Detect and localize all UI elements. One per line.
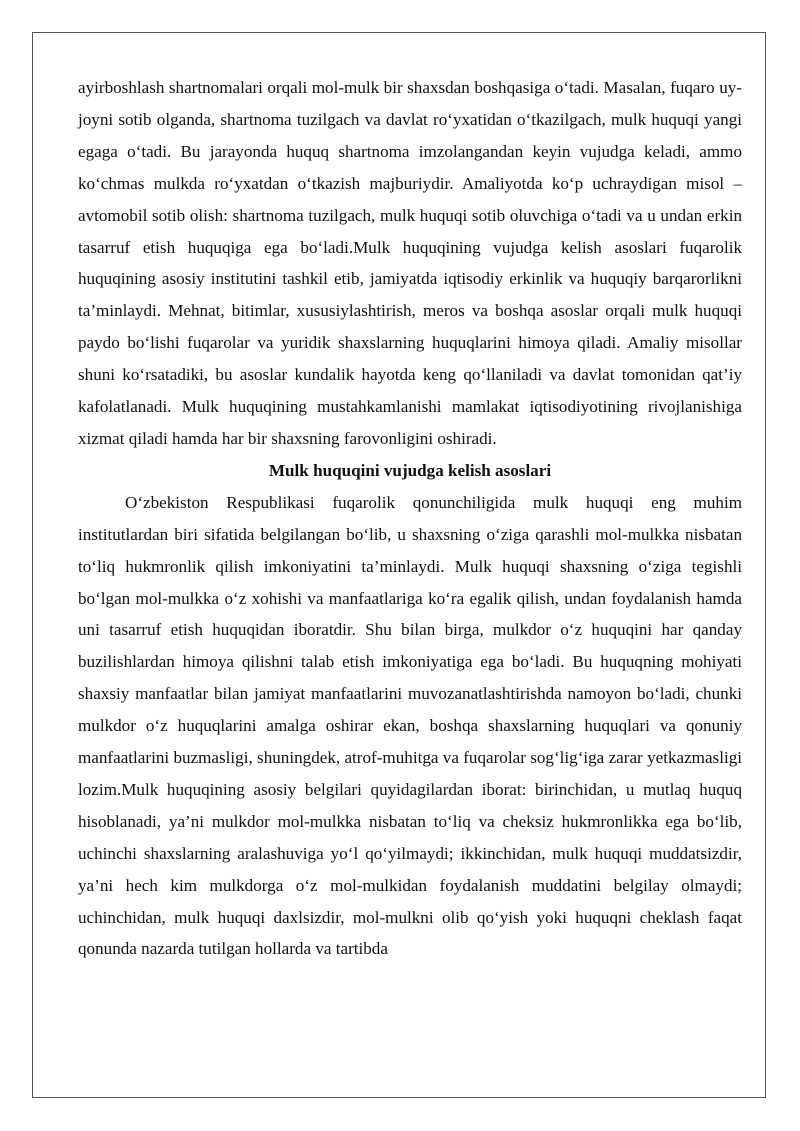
paragraph-main: O‘zbekiston Respublikasi fuqarolik qonunchiligida mulk huquqi eng muhim institutlardan biri sifatida belgilangan bo‘lib, u shaxsning o‘ziga qarashli mol-mulkka nisbatan to‘liq hukmronlik qilish imkoniyatini ta’minlaydi. Mulk huquqi shaxsning o‘ziga tegishli bo‘lgan mol-mulkka o‘z xohishi va manfaatlariga ko‘ra egalik qilish, undan foydalanish hamda uni tasarruf etish huquqidan iboratdir. Shu bilan birga, mulkdor o‘z huquqini har qanday buzilishlardan himoya qilishni talab etish imkoniyatiga ega bo‘ladi. Bu huquqning mohiyati shaxsiy manfaatlar bilan jamiyat manfaatlarini muvozanatlashtirishda namoyon bo‘ladi, chunki mulkdor o‘z huquqlarini amalga oshirar ekan, boshqa shaxslarning huquqlari va qonuniy manfaatlarini buzmasligi, shuningdek, atrof-muhitga va fuqarolar sog‘lig‘iga zarar yetkazmasligi lozim.Mulk huquqining asosiy belgilari quyidagilardan iborat: birinchidan, u mutlaq huquq hisoblanadi, ya’ni mulkdor mol-mulkka nisbatan to‘liq va cheksiz hukmronlikka ega bo‘lib, uchinchi shaxslarning aralashuviga yo‘l qo‘yilmaydi; ikkinchidan, mulk huquqi muddatsizdir, ya’ni hech kim mulkdorga o‘z mol-mulkidan foydalanish muddatini belgilay olmaydi; uchinchidan, mulk huquqi daxlsizdir, mol-mulkni olib qo‘yish yoki huquqni cheklash faqat qonunda nazarda tutilgan hollarda va tartibda <box>78 492 742 959</box>
document-body <box>78 72 742 965</box>
section-heading: Mulk huquqini vujudga kelish asoslari <box>268 460 552 480</box>
paragraph-continued: ayirboshlash shartnomalari orqali mol-mulk bir shaxsdan boshqasiga o‘tadi. Masalan, fuqaro uy-joyni sotib olganda, shartnoma tuzilgach va davlat ro‘yxatidan o‘tkazilgach, mulk huquqi yangi egaga o‘tadi. Bu jarayonda huquq shartnoma imzolangandan keyin vujudga keladi, ammo ko‘chmas mulkda ro‘yxatdan o‘tkazish majburiydir. Amaliyotda ko‘p uchraydigan misol – avtomobil sotib olish: shartnoma tuzilgach, mulk huquqi sotib oluvchiga o‘tadi va u undan erkin tasarruf etish huquqiga ega bo‘ladi.Mulk huquqining vujudga kelish asoslari fuqarolik huquqining asosiy institutini tashkil etib, jamiyatda iqtisodiy erkinlik va huquqiy barqarorlikni ta’minlaydi. Mehnat, bitimlar, xususiylashtirish, meros va boshqa asoslar orqali mulk huquqi paydo bo‘lishi fuqarolar va yuridik shaxslarning huquqlarini himoya qiladi. Amaliy misollar shuni ko‘rsatadiki, bu asoslar kundalik hayotda keng qo‘llaniladi va davlat tomonidan qat’iy kafolatlanadi. Mulk huquqining mustahkamlanishi mamlakat iqtisodiyotining rivojlanishiga xizmat qiladi hamda har bir shaxsning farovonligini oshiradi. <box>78 78 742 448</box>
